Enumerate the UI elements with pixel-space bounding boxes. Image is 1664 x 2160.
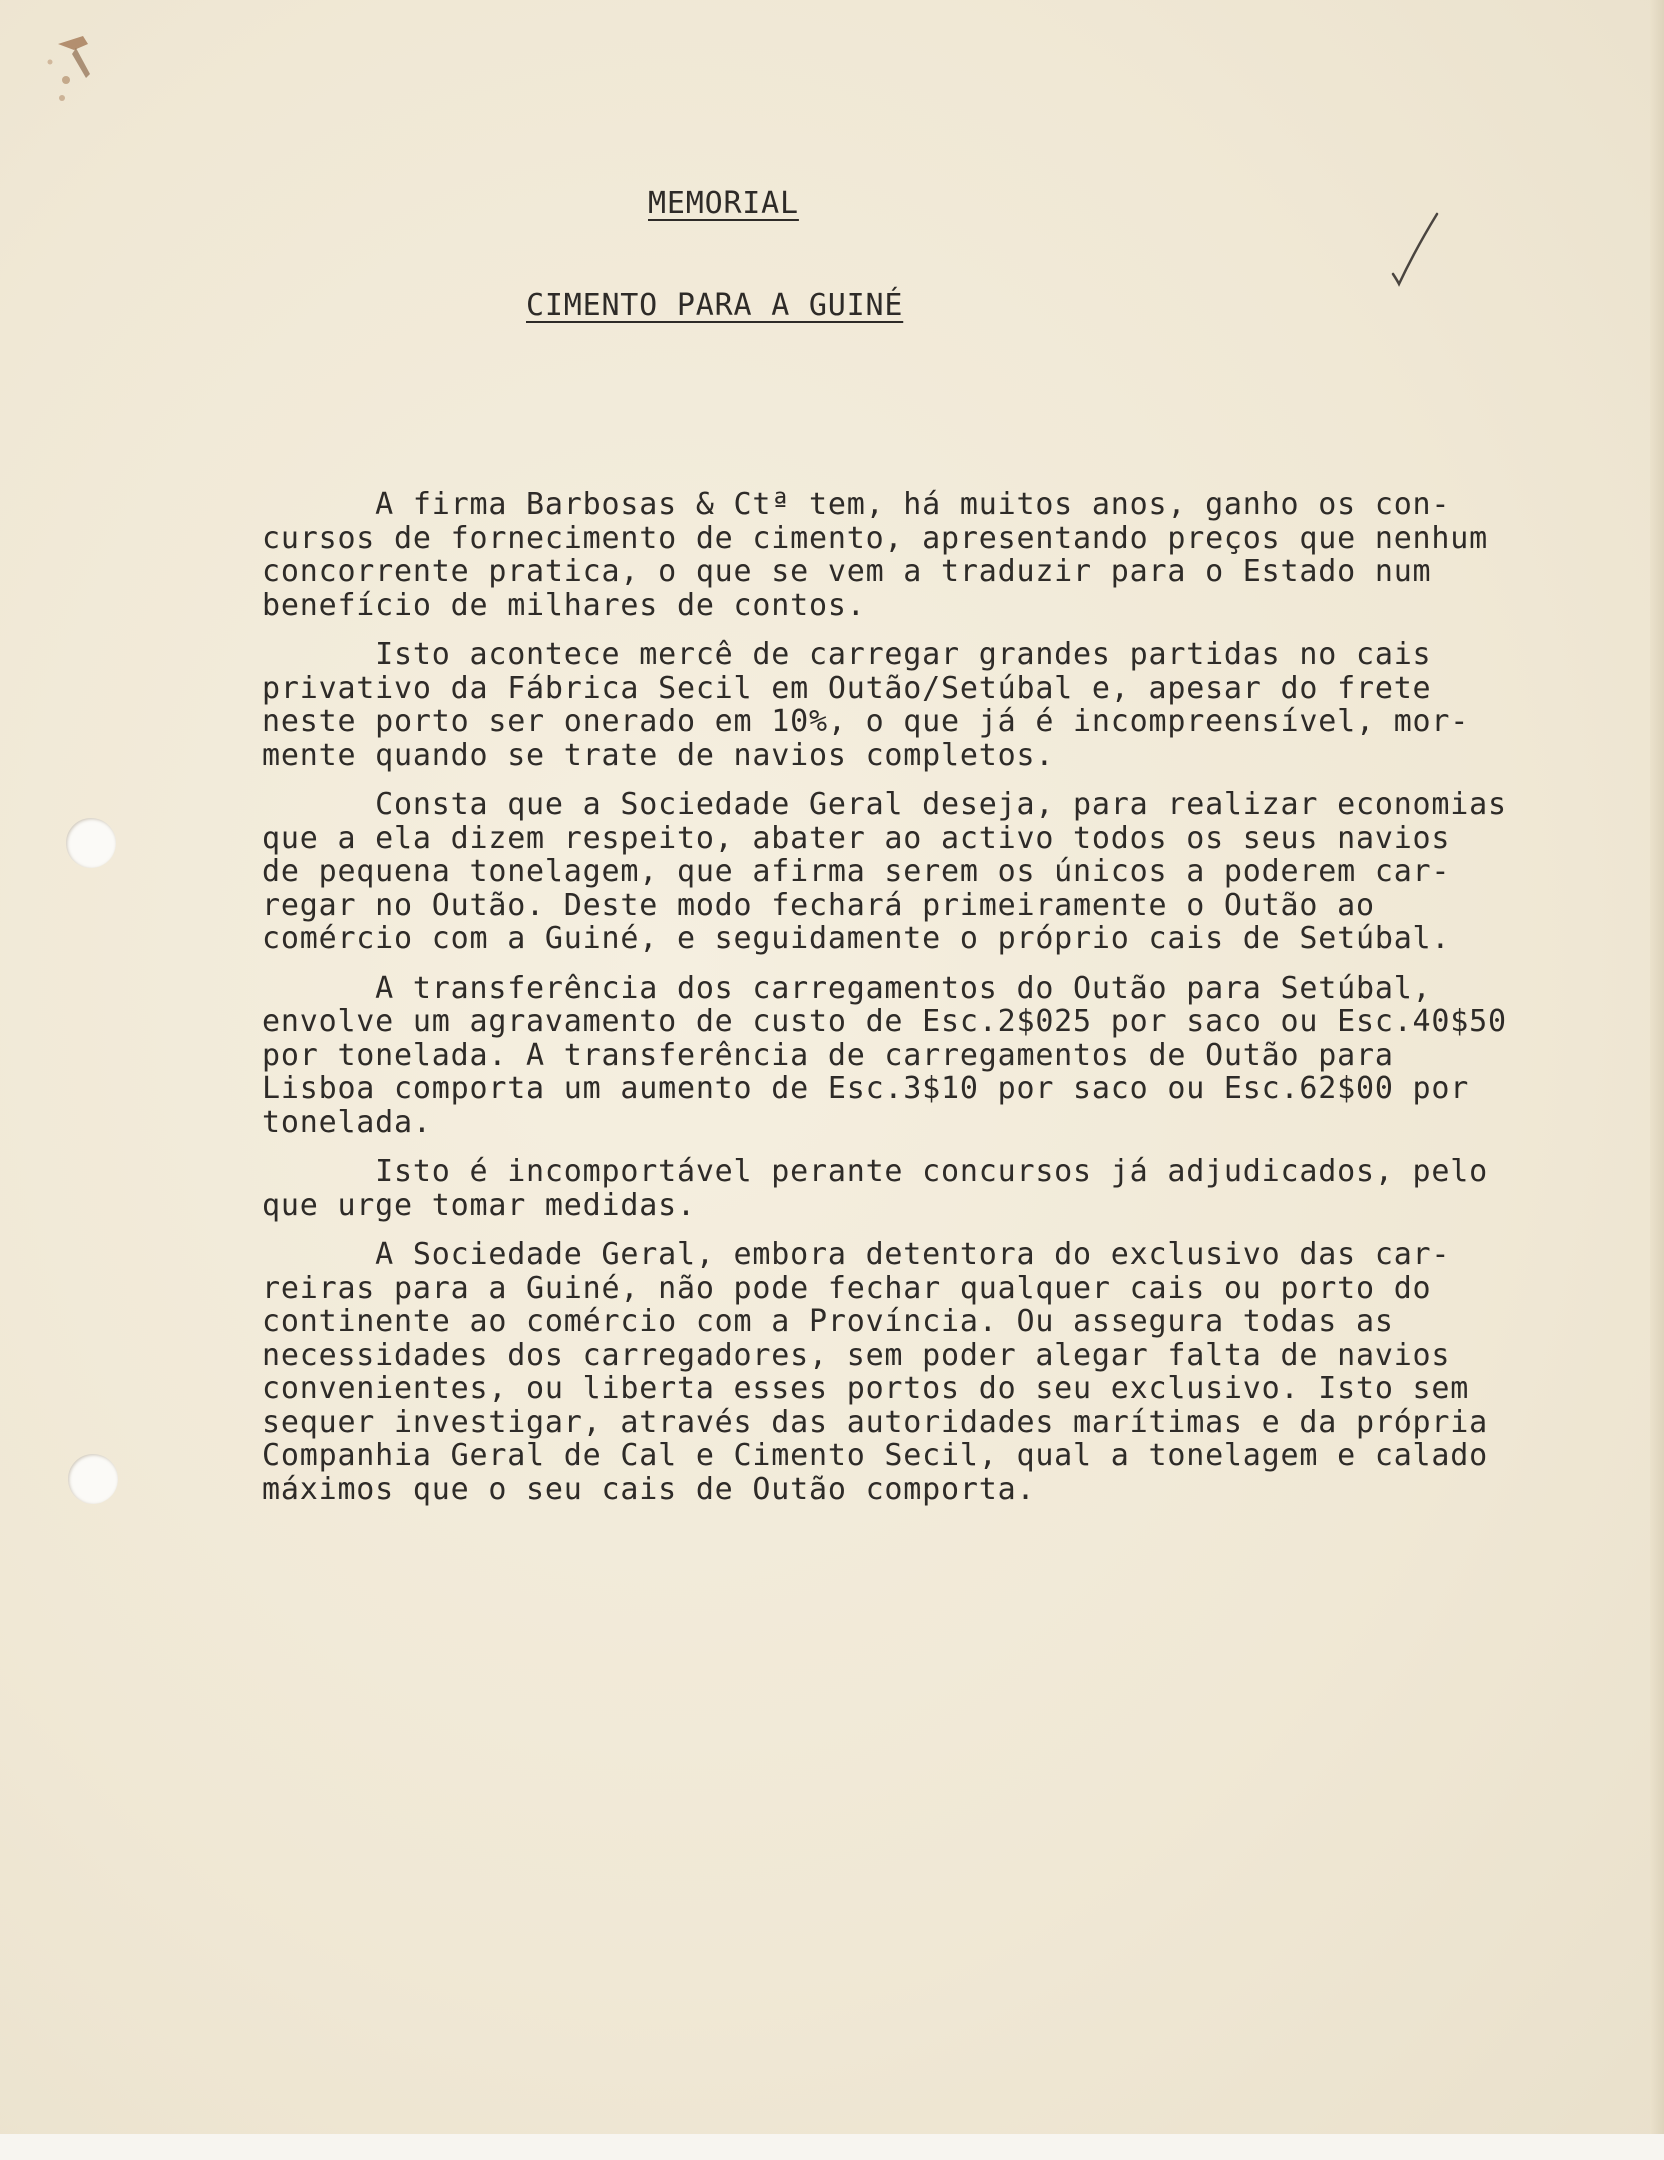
- text-line: cursos de fornecimento de cimento, apresentando preços que nenhum: [262, 520, 1488, 556]
- text-line: máximos que o seu cais de Outão comporta.: [262, 1471, 1036, 1507]
- text-line: por tonelada. A transferência de carregamentos de Outão para: [262, 1037, 1394, 1073]
- text-line: A Sociedade Geral, embora detentora do exclusivo das car-: [262, 1237, 1451, 1272]
- text-line: regar no Outão. Deste modo fechará primeiramente o Outão ao: [262, 887, 1375, 923]
- paper-edge: [1650, 0, 1664, 2160]
- text-line: Companhia Geral de Cal e Cimento Secil, qual a tonelagem e calado: [262, 1438, 1488, 1473]
- paragraph: [262, 972, 1622, 1140]
- text-line: continente ao comércio com a Província. Ou assegura todas as: [262, 1304, 1394, 1339]
- paragraph: [262, 1155, 1622, 1222]
- text-line: A firma Barbosas & Ctª tem, há muitos anos, ganho os con-: [262, 487, 1451, 522]
- text-line: A transferência dos carregamentos do Outão para Setúbal,: [262, 970, 1432, 1006]
- text-line: mente quando se trate de navios completos.: [262, 737, 1055, 773]
- text-line: Consta que a Sociedade Geral deseja, para realizar economias: [262, 787, 1507, 822]
- paragraph: [262, 788, 1622, 956]
- text-line: que urge tomar medidas.: [262, 1187, 696, 1223]
- document-subject: CIMENTO PARA A GUINÉ: [526, 288, 904, 323]
- text-line: necessidades dos carregadores, sem poder alegar falta de navios: [262, 1337, 1451, 1373]
- text-line: tonelada.: [262, 1104, 432, 1140]
- text-line: privativo da Fábrica Secil em Outão/Setúbal e, apesar do frete: [262, 670, 1432, 706]
- text-line: neste porto ser onerado em 10%, o que já é incompreensível, mor-: [262, 704, 1470, 739]
- document-body: [262, 488, 1622, 1522]
- punch-hole: [68, 1454, 118, 1504]
- text-line: comércio com a Guiné, e seguidamente o próprio cais de Setúbal.: [262, 921, 1451, 956]
- text-line: convenientes, ou liberta esses portos do seu exclusivo. Isto sem: [262, 1371, 1470, 1406]
- text-line: Isto acontece mercê de carregar grandes partidas no cais: [262, 637, 1432, 672]
- text-line: que a ela dizem respeito, abater ao activo todos os seus navios: [262, 820, 1451, 856]
- text-line: envolve um agravamento de custo de Esc.2$025 por saco ou Esc.40$50: [262, 1004, 1507, 1039]
- paragraph: [262, 1238, 1622, 1506]
- text-line: concorrente pratica, o que se vem a traduzir para o Estado num: [262, 554, 1432, 589]
- text-line: Isto é incomportável perante concursos já adjudicados, pelo: [262, 1154, 1488, 1189]
- check-mark-icon: [1385, 210, 1445, 290]
- paragraph: [262, 638, 1622, 772]
- text-line: benefício de milhares de contos.: [262, 587, 866, 623]
- text-line: reiras para a Guiné, não pode fechar qualquer cais ou porto do: [262, 1270, 1432, 1306]
- rust-stain-icon: [28, 22, 118, 112]
- text-line: de pequena tonelagem, que afirma serem os únicos a poderem car-: [262, 854, 1451, 889]
- text-line: sequer investigar, através das autoridades marítimas e da própria: [262, 1404, 1488, 1440]
- paragraph: [262, 488, 1622, 622]
- scan-margin: [0, 2134, 1664, 2160]
- text-line: Lisboa comporta um aumento de Esc.3$10 por saco ou Esc.62$00 por: [262, 1071, 1470, 1106]
- punch-hole: [66, 818, 116, 868]
- page-title: MEMORIAL: [648, 186, 799, 221]
